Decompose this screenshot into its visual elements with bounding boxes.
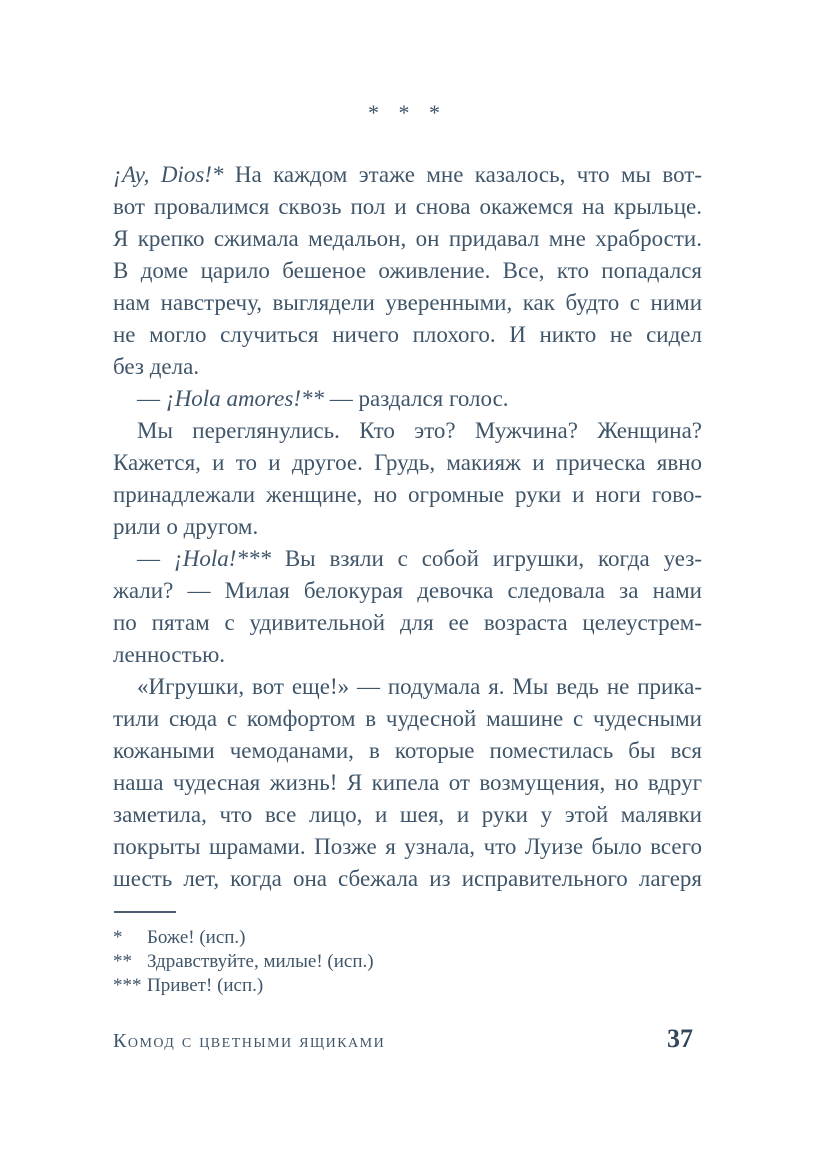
text-line: шесть лет, когда она сбежала из исправительного лагеря [113,866,702,891]
text-line: жали? — Милая белокурая девочка следовала за нами [113,578,702,603]
footnotes [113,926,702,998]
text-line: тили сюда с комфортом в чудесной машине с чудесными [113,706,702,731]
text-segment: — [137,546,174,571]
footnote-text: Здравствуйте, милые! (исп.) [147,951,374,972]
page-footer [113,1024,693,1054]
text-line: нам навстречу, выглядели уверенными, как будто с ними [113,290,702,315]
text-line: без дела. [113,354,200,379]
footnote-text: Боже! (исп.) [147,927,246,948]
footer-page-number: 37 [667,1024,693,1053]
footer-book-title: Комод с цветными ящиками [113,1030,386,1052]
footnote-item [113,950,702,974]
text-line: вот провалимся сквозь пол и снова окажемся на крыльце. [113,194,702,219]
text-line: заметила, что все лицо, и шея, и руки у этой малявки [113,802,702,827]
scene-break-separator: * * * [368,100,447,125]
footnote-marker: *** [113,975,142,996]
text-line: покрыты шрамами. Позже я узнала, что Луизе было всего [113,834,702,859]
text-line: Мы переглянулись. Кто это? Мужчина? Женщина? [137,418,702,443]
footnote-marker: ** [113,951,132,972]
footnote-marker: * [113,927,123,948]
text-segment: — [137,386,166,411]
text-line: наша чудесная жизнь! Я кипела от возмущения, но вдруг [113,770,702,795]
text-line: ленностью. [113,642,226,667]
text-line: В доме царило бешеное оживление. Все, кто попадался [113,258,702,283]
footnote-item [113,974,702,998]
text-segment-italic: ¡Hola!*** [173,546,271,571]
footnote-text: Привет! (исп.) [147,975,264,996]
footnote-rule [114,911,176,913]
text-line: «Игрушки, вот еще!» — подумала я. Мы ведь не прика- [137,674,702,699]
body-text [113,159,702,895]
text-segment: — раздался голос. [323,386,509,411]
text-line [113,543,702,575]
text-line: не могло случиться ничего плохого. И никто не сидел [113,322,702,347]
text-line: Я крепко сжимала медальон, он придавал мне храбрости. [113,226,702,251]
text-segment: Вы взяли с собой игрушки, когда уез- [270,546,702,571]
text-line: принадлежали женщине, но огромные руки и ноги гово- [113,482,702,507]
text-segment: На каждом этаже мне казалось, что мы вот- [223,162,702,187]
text-line: кожаными чемоданами, в которые поместилась бы вся [113,738,702,763]
text-segment-italic: ¡Hola amores!** [165,386,324,411]
text-line: Кажется, и то и другое. Грудь, макияж и прическа явно [113,450,702,475]
text-line: по пятам с удивительной для ее возраста целеустрем- [113,610,702,635]
text-segment-italic: ¡Ay, Dios!* [113,162,224,187]
text-line: рили о другом. [113,514,259,539]
text-line [113,159,702,191]
text-line [113,383,702,415]
footnote-item [113,926,702,950]
